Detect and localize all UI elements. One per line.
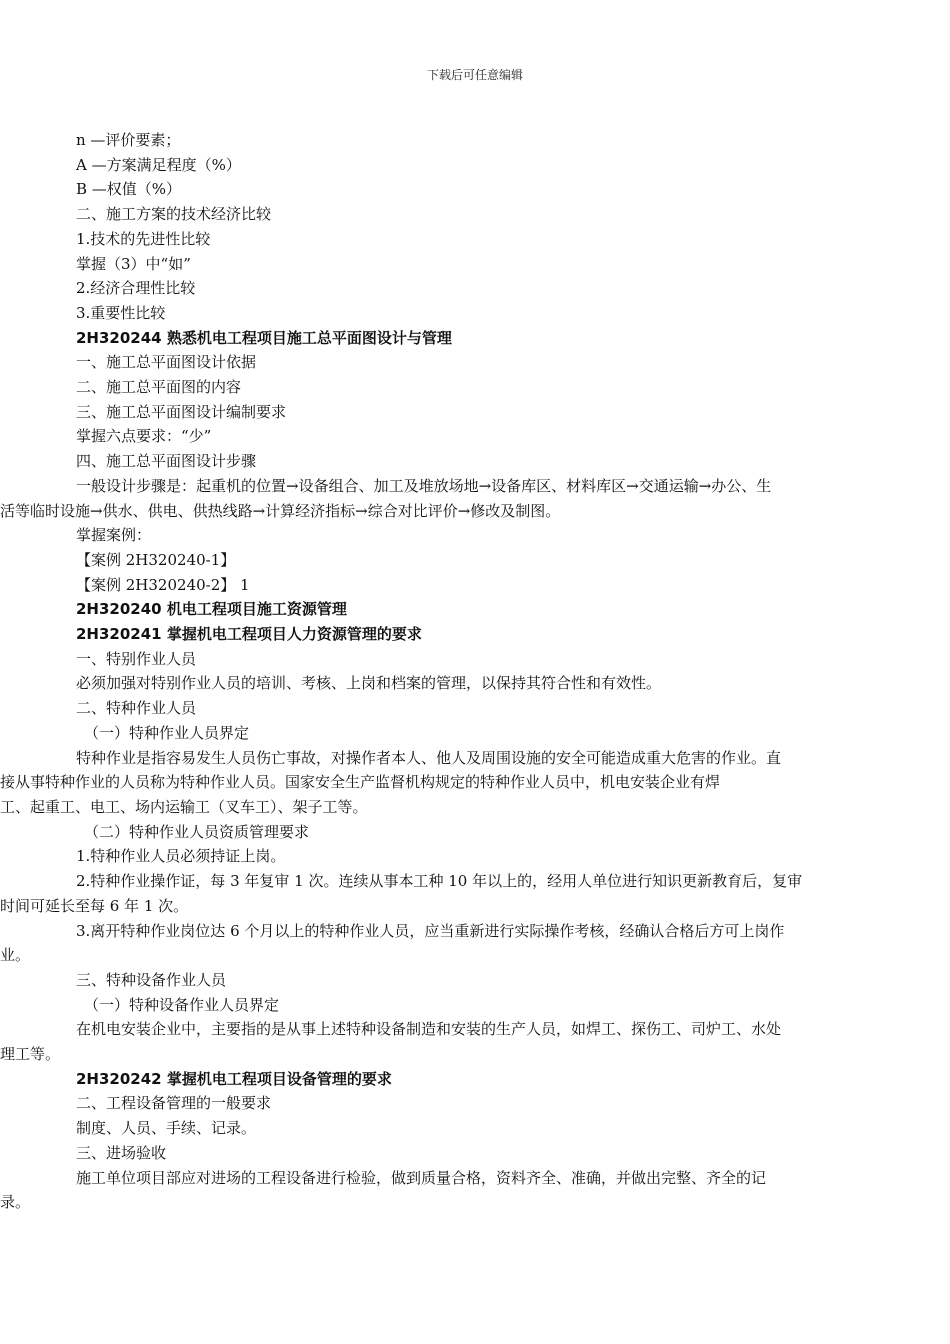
document-body [0,128,866,1215]
text-line: 理工等。 [0,1045,61,1064]
section-heading: 2H320244 熟悉机电工程项目施工总平面图设计与管理 [76,328,452,347]
text-line: 三、施工总平面图设计编制要求 [76,402,287,421]
text-line: 三、进场验收 [76,1143,167,1162]
text-line: 一、特别作业人员 [76,649,197,668]
text-line: 3.离开特种作业岗位达 6 个月以上的特种作业人员，应当重新进行实际操作考核，经确认合格后方可上岗作 [76,921,785,940]
text-line: 【案例 2H320240-1】 [76,550,236,569]
text-line: 工、起重工、电工、场内运输工（叉车工）、架子工等。 [0,797,368,816]
text-line: 【案例 2H320240-2】 1 [76,575,250,594]
text-line: 2.经济合理性比较 [76,279,196,298]
text-line: n —评价要素； [76,131,181,149]
text-line: 二、工程设备管理的一般要求 [76,1094,272,1113]
text-line: 三、特种设备作业人员 [76,970,227,989]
section-heading: 2H320240 机电工程项目施工资源管理 [76,600,347,619]
text-line: 一般设计步骤是：起重机的位置→设备组合、加工及堆放场地→设备库区、材料库区→交通运输→办公、生 [76,476,772,495]
text-line: 四、施工总平面图设计步骤 [76,452,257,471]
text-line: B —权值（%） [76,180,182,199]
text-line: 制度、人员、手续、记录。 [76,1119,257,1138]
text-line: 1.技术的先进性比较 [76,229,211,248]
text-line: A —方案满足程度（%） [76,155,241,174]
text-line: 特种作业是指容易发生人员伤亡事故，对操作者本人、他人及周围设施的安全可能造成重大危害的作业。直 [76,748,782,767]
section-heading: 2H320241 掌握机电工程项目人力资源管理的要求 [76,625,422,644]
text-line: 必须加强对特别作业人员的培训、考核、上岗和档案的管理，以保持其符合性和有效性。 [76,674,662,693]
text-line: 业。 [0,946,31,965]
text-line: 2.特种作业操作证，每 3 年复审 1 次。连续从事本工种 10 年以上的，经用人单位进行知识更新教育后，复审 [76,872,803,891]
text-line: （一）特种设备作业人员界定 [84,995,280,1014]
text-line: 二、特种作业人员 [76,699,197,718]
text-line: 时间可延长至每 6 年 1 次。 [0,896,189,915]
text-line: 掌握六点要求：“少” [76,427,212,446]
text-line: 掌握（3）中“如” [76,254,191,273]
text-line: 活等临时设施→供水、供电、供热线路→计算经济指标→综合对比评价→修改及制图。 [0,501,561,520]
text-line: 施工单位项目部应对进场的工程设备进行检验，做到质量合格，资料齐全、准确，并做出完整、齐全的记 [76,1168,767,1187]
text-line: 一、施工总平面图设计依据 [76,353,257,372]
text-line: 录。 [0,1193,31,1212]
text-line: （一）特种作业人员界定 [84,723,250,742]
text-line: （二）特种作业人员资质管理要求 [84,822,310,841]
section-heading: 2H320242 掌握机电工程项目设备管理的要求 [76,1069,392,1088]
text-line: 3.重要性比较 [76,303,166,322]
page-header: 下载后可任意编辑 [426,68,523,82]
text-line: 掌握案例： [76,526,152,545]
text-line: 二、施工总平面图的内容 [76,378,242,397]
text-line: 1.特种作业人员必须持证上岗。 [76,847,286,866]
text-line: 接从事特种作业的人员称为特种作业人员。国家安全生产监督机构规定的特种作业人员中，机电安装企业有焊 [0,773,721,792]
text-line: 二、施工方案的技术经济比较 [76,205,272,224]
text-line: 在机电安装企业中，主要指的是从事上述特种设备制造和安装的生产人员，如焊工、探伤工、司炉工、水处 [76,1020,782,1039]
